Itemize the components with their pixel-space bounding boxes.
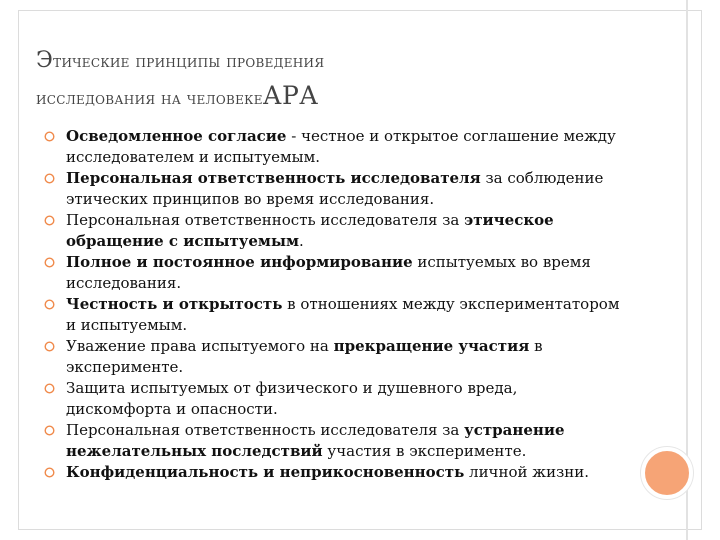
slide-title (36, 44, 676, 116)
item-text: личной жизни. (464, 463, 590, 481)
title-suffix: АРА (262, 81, 319, 110)
item-bold-text: устранение нежелательных последствий (66, 421, 565, 460)
item-text: - честное и открытое соглашение между исследователем и испытуемым. (66, 127, 616, 166)
item-text: Персональная ответственность исследователя за (66, 211, 465, 229)
item-text: в отношениях между экспериментатором и испытуемым. (66, 295, 620, 334)
item-text: в эксперименте. (66, 337, 543, 376)
title-line-2 (36, 79, 676, 116)
principles-list (44, 126, 624, 483)
hollow-circle-bullet-icon (44, 383, 55, 394)
item-text: Уважение права испытуемого на (66, 337, 334, 355)
hollow-circle-bullet-icon (44, 299, 55, 310)
list-item (44, 378, 624, 420)
item-bold-text: этическое обращение с испытуемым (66, 211, 554, 250)
item-bold-text: Персональная ответственность исследователя (66, 169, 481, 187)
item-text: за соблюдение этических принципов во время исследования. (66, 169, 604, 208)
title-line-1-text: тические принципы проведения (53, 52, 325, 72)
hollow-circle-bullet-icon (44, 257, 55, 268)
item-bold-text: Полное и постоянное информирование (66, 253, 413, 271)
title-initial: Э (36, 48, 54, 73)
list-item (44, 126, 624, 168)
item-text: участия в эксперименте. (322, 442, 527, 460)
item-bold-text: Осведомленное согласие (66, 127, 287, 145)
list-item (44, 252, 624, 294)
hollow-circle-bullet-icon (44, 215, 55, 226)
list-item (44, 294, 624, 336)
list-item (44, 420, 624, 462)
hollow-circle-bullet-icon (44, 173, 55, 184)
item-text: . (299, 232, 304, 250)
list-item (44, 168, 624, 210)
title-line-1 (36, 44, 676, 79)
item-bold-text: Честность и открытость (66, 295, 283, 313)
hollow-circle-bullet-icon (44, 341, 55, 352)
item-text: Защита испытуемых от физического и душевного вреда, дискомфорта и опасности. (66, 379, 518, 418)
decorative-circle (641, 447, 693, 499)
hollow-circle-bullet-icon (44, 467, 55, 478)
hollow-circle-bullet-icon (44, 425, 55, 436)
item-text: Персональная ответственность исследователя за (66, 421, 465, 439)
item-text: испытуемых во время исследования. (66, 253, 591, 292)
item-bold-text: прекращение участия (333, 337, 530, 355)
list-item (44, 210, 624, 252)
list-item (44, 462, 624, 483)
title-line-2-text: исследования на человеке (36, 89, 263, 109)
list-item (44, 336, 624, 378)
hollow-circle-bullet-icon (44, 131, 55, 142)
item-bold-text: Конфиденциальность и неприкосновенность (66, 463, 465, 481)
